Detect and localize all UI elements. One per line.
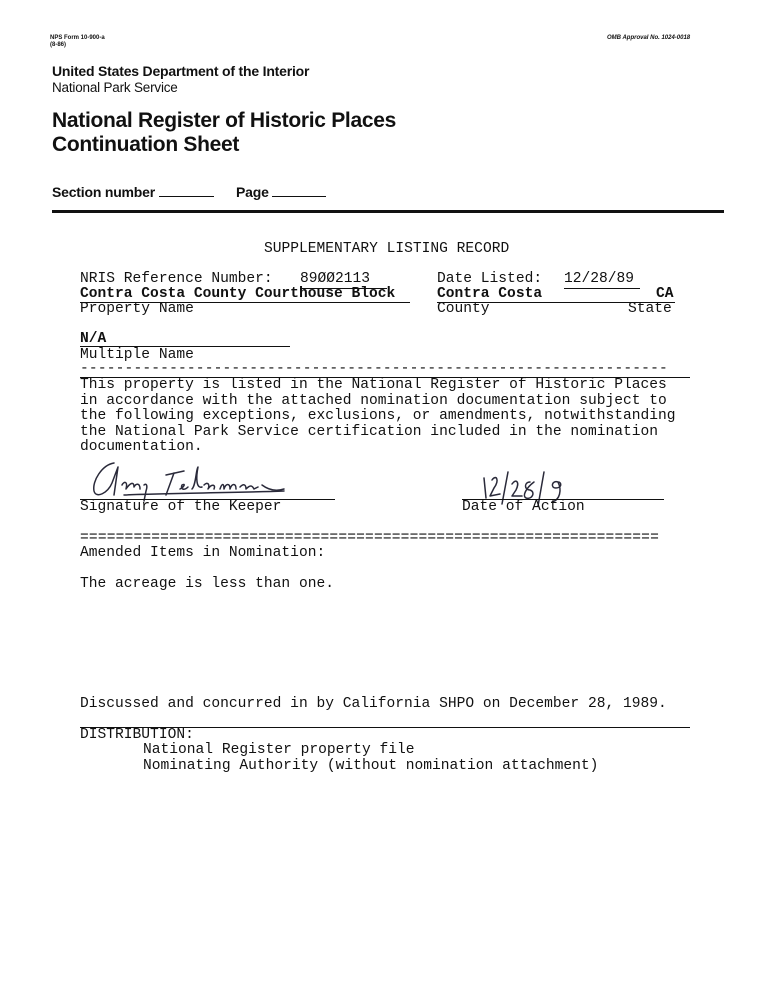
- form-number: NPS Form 10-900-a: [50, 35, 105, 41]
- date-listed-value: 12/28/89: [564, 271, 635, 287]
- state-label: State: [628, 301, 672, 317]
- statement-line: the National Park Service certification included in the nomination: [80, 423, 659, 440]
- form-date: (8-86): [50, 42, 67, 48]
- nris-value: 89ØØ2113: [300, 271, 371, 287]
- keeper-signature: [84, 455, 294, 503]
- amended-heading: Amended Items in Nomination:: [80, 545, 326, 561]
- service-name: National Park Service: [52, 80, 178, 95]
- dash-separator: ------------------------------------------------------------------: [80, 361, 668, 377]
- distribution-item: National Register property file: [143, 742, 415, 758]
- date-listed-underline: [564, 288, 640, 289]
- equals-separator: =================================================================: [80, 530, 659, 546]
- nris-label: NRIS Reference Number:: [80, 271, 273, 287]
- form-title: National Register of Historic Places: [52, 109, 396, 132]
- county-value: Contra Costa: [437, 286, 543, 302]
- date-of-action-label: Date of Action: [462, 499, 585, 515]
- property-name-value: Contra Costa County Courthouse Block: [80, 286, 396, 302]
- date-listed-label: Date Listed:: [437, 271, 543, 287]
- omb-approval: OMB Approval No. 1024-0018: [607, 35, 691, 41]
- record-heading: SUPPLEMENTARY LISTING RECORD: [264, 241, 510, 257]
- section-number-field: [52, 184, 214, 200]
- section-number-label: Section number: [52, 184, 155, 200]
- section-number-blank: [159, 186, 214, 197]
- multiple-name-value: N/A: [80, 331, 107, 347]
- header-rule: [52, 210, 724, 213]
- amended-item: The acreage is less than one.: [80, 576, 334, 592]
- property-name-label: Property Name: [80, 301, 194, 317]
- distribution-heading: DISTRIBUTION:: [80, 727, 194, 743]
- multiple-name-label: Multiple Name: [80, 347, 194, 363]
- statement-line: documentation.: [80, 439, 203, 455]
- state-value: CA: [656, 286, 674, 302]
- statement-line: This property is listed in the National Register of Historic Places: [80, 377, 667, 393]
- page-number-blank: [272, 186, 326, 197]
- signature-label: Signature of the Keeper: [80, 499, 282, 515]
- statement-line: the following exceptions, exclusions, or amendments, notwithstanding: [80, 408, 676, 424]
- distribution-item: Nominating Authority (without nomination attachment): [143, 757, 599, 774]
- page-field: [236, 184, 326, 200]
- shpo-concurrence: Discussed and concurred in by California SHPO on December 28, 1989.: [80, 696, 667, 712]
- department-name: United States Department of the Interior: [52, 63, 310, 79]
- county-label: County: [437, 301, 490, 317]
- statement-line: in accordance with the attached nomination documentation subject to: [80, 392, 667, 409]
- page-label: Page: [236, 184, 269, 200]
- form-subtitle: Continuation Sheet: [52, 133, 240, 156]
